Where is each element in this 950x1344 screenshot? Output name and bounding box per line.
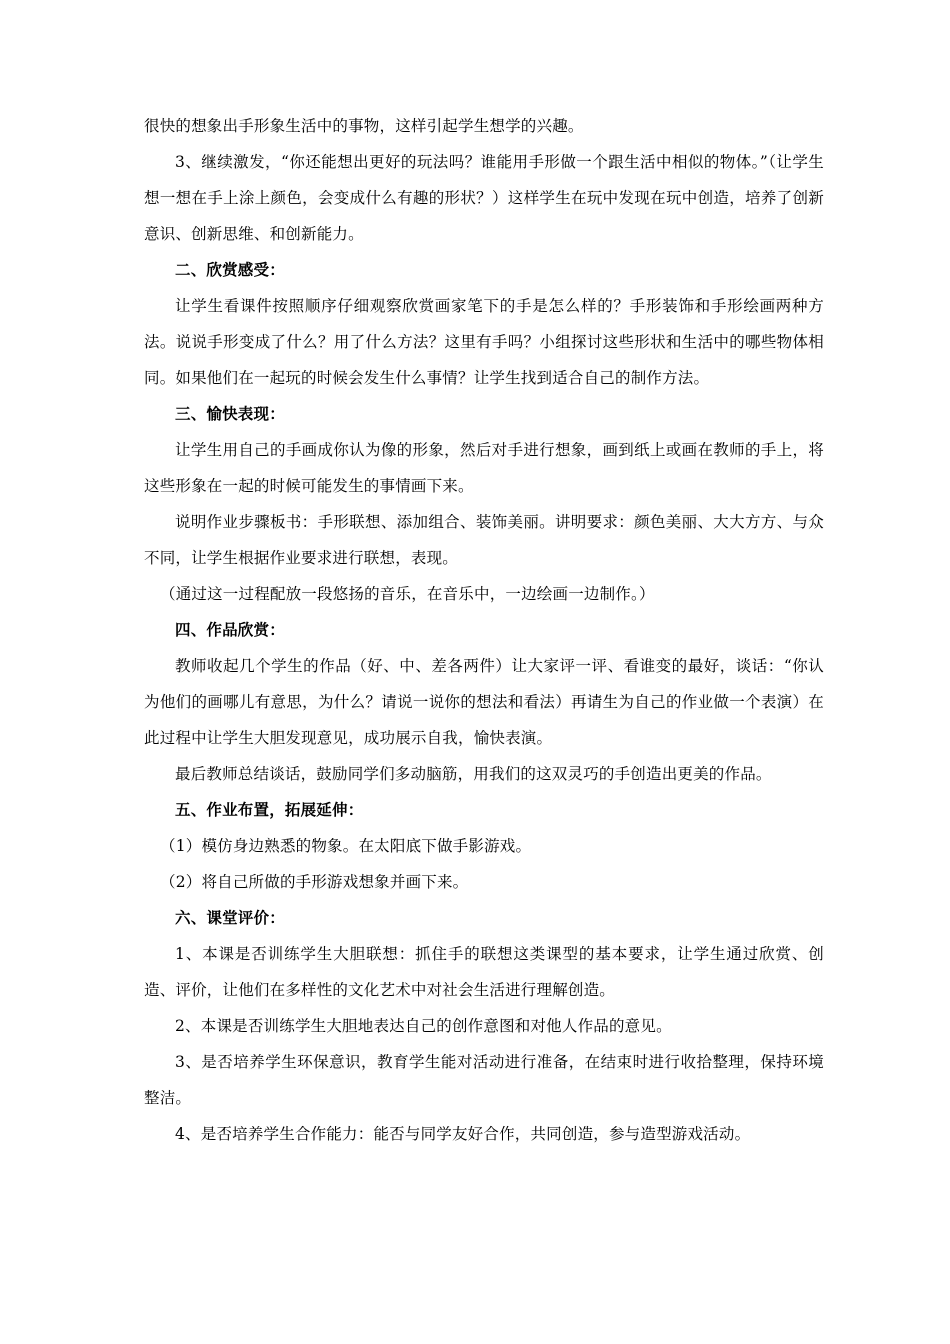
- paragraph: 教师收起几个学生的作品（好、中、差各两件）让大家评一评、看谁变的最好，谈话：“你认为他们的画哪儿有意思，为什么？请说一说你的想法和看法）再请生为自己的作业做一个表演）在此过程中让学生大胆发现意见，成功展示自我，愉快表演。: [144, 657, 824, 747]
- paragraph: 让学生用自己的手画成你认为像的形象，然后对手进行想象，画到纸上或画在教师的手上，将这些形象在一起的时候可能发生的事情画下来。: [144, 441, 824, 495]
- section-heading: 六、课堂评价：: [175, 908, 285, 927]
- section-heading: 四、作品欣赏：: [175, 620, 285, 639]
- list-item: （1）模仿身边熟悉的物象。在太阳底下做手影游戏。: [160, 837, 532, 855]
- paragraph: 1、本课是否训练学生大胆联想：抓住手的联想这类课型的基本要求，让学生通过欣赏、创造、评价，让他们在多样性的文化艺术中对社会生活进行理解创造。: [144, 945, 824, 999]
- section-heading: 二、欣赏感受：: [175, 260, 285, 279]
- section-heading: 三、愉快表现：: [175, 404, 285, 423]
- paragraph: 说明作业步骤板书：手形联想、添加组合、装饰美丽。讲明要求：颜色美丽、大大方方、与众不同，让学生根据作业要求进行联想，表现。: [144, 513, 824, 567]
- paragraph: 4、是否培养学生合作能力：能否与同学友好合作，共同创造，参与造型游戏活动。: [175, 1125, 751, 1143]
- section-heading: 五、作业布置，拓展延伸：: [175, 800, 364, 819]
- document-page: [144, 108, 824, 1152]
- list-item: （2）将自己所做的手形游戏想象并画下来。: [160, 873, 469, 891]
- paragraph: 3、是否培养学生环保意识，教育学生能对活动进行准备，在结束时进行收拾整理，保持环境整洁。: [144, 1053, 824, 1107]
- paragraph: 很快的想象出手形象生活中的事物，这样引起学生想学的兴趣。: [144, 117, 584, 135]
- paragraph: 让学生看课件按照顺序仔细观察欣赏画家笔下的手是怎么样的？手形装饰和手形绘画两种方法。说说手形变成了什么？用了什么方法？这里有手吗？小组探讨这些形状和生活中的哪些物体相同。如果他们在一起玩的时候会发生什么事情？让学生找到适合自己的制作方法。: [144, 297, 824, 387]
- paragraph: 2、本课是否训练学生大胆地表达自己的创作意图和对他人作品的意见。: [175, 1017, 672, 1035]
- paragraph: （通过这一过程配放一段悠扬的音乐，在音乐中，一边绘画一边制作。）: [160, 585, 655, 603]
- paragraph: 最后教师总结谈话，鼓励同学们多动脑筋，用我们的这双灵巧的手创造出更美的作品。: [175, 765, 772, 783]
- paragraph: 3、继续激发，“你还能想出更好的玩法吗？谁能用手形做一个跟生活中相似的物体。”（让学生想一想在手上涂上颜色，会变成什么有趣的形状？）这样学生在玩中发现在玩中创造，培养了创新意识、创新思维、和创新能力。: [144, 153, 824, 243]
